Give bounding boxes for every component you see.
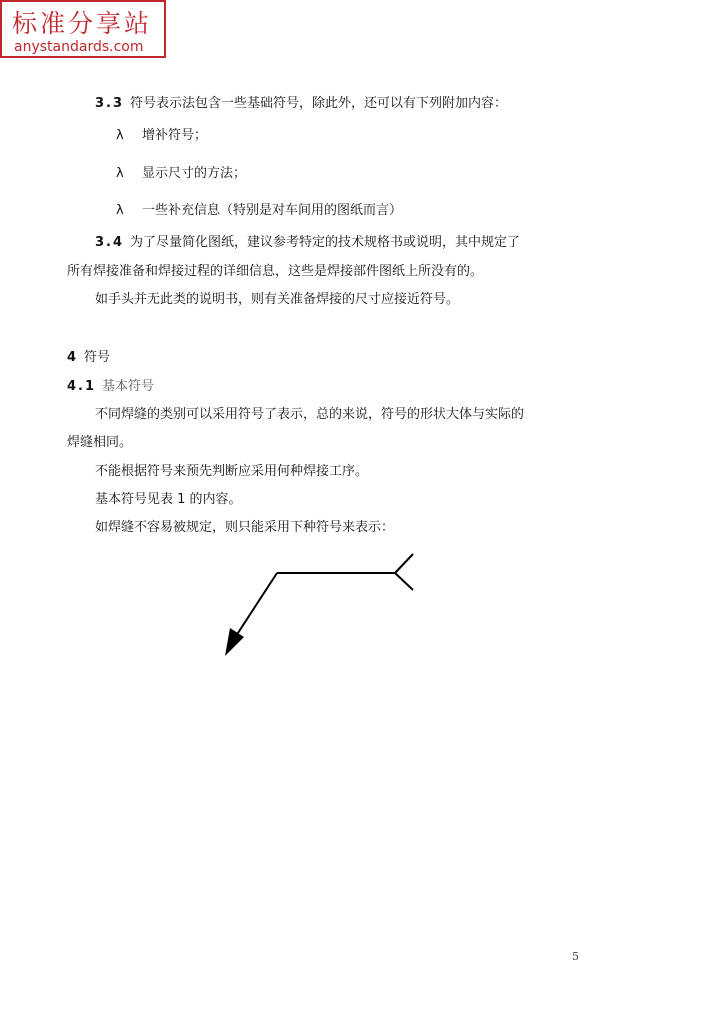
list-item-text: 显示尺寸的方法； [142,166,247,181]
paragraph-line: 焊缝相同。 [67,435,133,450]
list-item-text: 增补符号； [142,128,208,143]
paragraph-line: 不同焊缝的类别可以采用符号了表示，总的来说，符号的形状大体与实际的 [95,407,525,422]
section-heading-text: 基本符号 [102,379,155,394]
section-number: 4 [67,350,79,365]
logo-url-text: anystandards.com [14,39,144,55]
paragraph-line: 所有焊接准备和焊接过程的详细信息，这些是焊接部件图纸上所没有的。 [67,264,484,279]
bullet-icon: λ [116,128,124,143]
tail-lower [395,573,413,590]
bullet-icon: λ [116,166,124,181]
section-text: 符号表示法包含一些基础符号，除此外，还可以有下列附加内容： [130,96,508,111]
tail-upper [395,554,413,573]
logo-chinese-text: 标准分享站 [12,9,153,38]
section-text: 为了尽量简化图纸，建议参考特定的技术规格书或说明，其中规定了 [130,235,521,250]
section-heading-text: 符号 [84,350,111,365]
page-number: 5 [572,950,579,963]
paragraph-line: 基本符号见表 1 的内容。 [95,492,242,507]
list-item-text: 一些补充信息（特别是对车间用的图纸而言） [142,203,403,218]
paragraph-line: 如手头并无此类的说明书，则有关准备焊接的尺寸应接近符号。 [95,292,460,307]
arrow-head-icon [225,628,244,656]
paragraph-line: 如焊缝不容易被规定，则只能采用下种符号来表示： [95,520,395,535]
paragraph-line: 不能根据符号来预先判断应采用何种焊接工序。 [95,464,369,479]
section-number: 3.3 [95,96,125,111]
bullet-icon: λ [116,203,124,218]
arrow-line [236,573,277,636]
section-number: 4.1 [67,379,97,394]
section-number: 3.4 [95,235,125,250]
welding-symbol-arrow-icon [236,554,413,636]
